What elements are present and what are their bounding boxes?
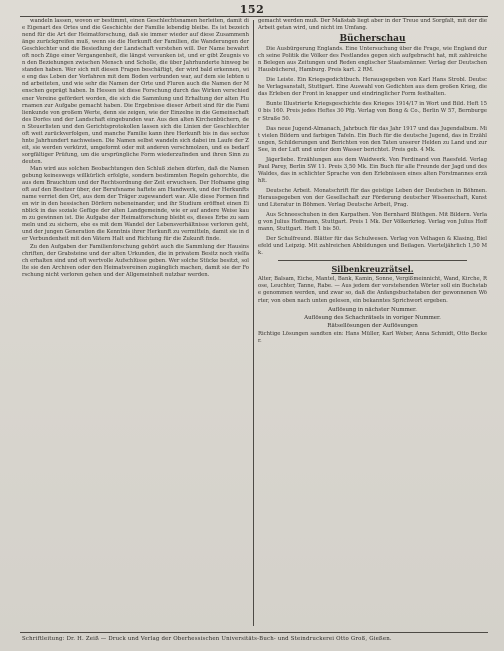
review-7: Aus Schneeschuhen in den Karpathen. Von Bernhard Blüthgen. Mit Bildern. Verlag von Julius Hoffmann, Stuttgart. Preis 1 Mk. Der Völkerkrieg. Verlag von Julius Hoffmann, Stuttgart. Heft 1 bis 50. <box>258 212 487 233</box>
review-1: Die Ausbürgerung Englands. Eine Untersuchung über die Frage, wie England durch seine Politik die Völker des Festlandes gegen sich aufgebracht hat, mit zahlreichen Belegen aus Zeitungen und Reden englischer Staatsmänner. Verlag der Deutschen Hausbücherei, Hamburg. Preis kart. 2 RM. <box>258 46 487 74</box>
solution-note: Auflösung in nächster Nummer. <box>328 306 417 313</box>
review-8: Der Schulfreund. Blätter für das Schulwesen. Verlag von Velhagen & Klasing, Bielefeld und Leipzig. Mit zahlreichen Abbildungen und Beilagen. Vierteljährlich 1,50 Mk. <box>258 236 487 257</box>
left-paragraph-2: Man wird aus solchen Beobachtungen den Schluß ziehen dürfen, daß die Namengebung keineswegs willkürlich erfolgte, sondern bestimmten Regeln gehorchte, die aus dem Brauchtum und der Rechtsordnung der Zeit erwuchsen. Der Hofname ging oft auf den Besitzer über, der Berufsname haftete am Handwerk, und der Herkunftsname verriet den Ort, aus dem der Träger zugewandert war. Alle diese Formen finden wir in den hessischen Dörfern nebeneinander, und ihr Studium eröffnet einen Einblick in das soziale Gefüge der alten Landgemeinde, wie er auf andere Weise kaum zu gewinnen ist. Die Aufgabe der Heimatforschung bleibt es, dieses Erbe zu sammeln und zu sichern, ehe es mit dem Wandel der Lebensverhältnisse verloren geht, und der jungen Generation die Kenntnis ihrer Herkunft zu vermitteln, damit sie in der Verbundenheit mit den Vätern Halt und Richtung für die Zukunft finde. <box>22 165 249 243</box>
review-2: Die Leiste. Ein Kriegsgedichtbuch. Herausgegeben von Karl Hans Strobl. Deutsche Verlagsanstalt, Stuttgart. Eine Auswahl von Gedichten aus dem großen Krieg, die das Erleben der Front in knapper und eindringlicher Form festhalten. <box>258 77 487 98</box>
imprint-footer: Schriftleitung: Dr. H. Zeiß — Druck und Verlag der Oberhessischen Universitäts-Buch- und Steindruckerei Otto Groß, Gießen. <box>22 636 392 642</box>
right-column <box>258 18 487 345</box>
left-column <box>22 18 249 279</box>
prev-solution-2: Rätsellösungen der Auflösungen <box>327 322 418 329</box>
prev-solution-3: Richtige Lösungen sandten ein: Hans Müller, Karl Weber, Anna Schmidt, Otto Becker. <box>258 330 487 344</box>
puzzle-title: Silbenkreuzrätsel. <box>331 264 414 275</box>
left-paragraph-1: wandeln lassen, wovon er bestimmt, einen Geschlechtsnamen herleiten, damit die Eigenart des Ortes und die Geschichte der Familie lebendig bleibe. Es ist bezeichnend für die Art der Heimatforschung, daß sie immer wieder auf diese Zusammenhänge zurückgreifen muß, wenn sie die Herkunft der Familien, die Wanderungen der Geschlechter und die Besiedlung der Landschaft verstehen will. Der Name bewahrt oft noch Züge einer Vergangenheit, die längst versunken ist, und er gibt Zeugnis von den Beziehungen zwischen Mensch und Scholle, die über Jahrhunderte hinweg bestanden haben. Wer sich mit diesen Fragen beschäftigt, der wird bald erkennen, wie eng das Leben der Vorfahren mit dem Boden verbunden war, auf dem sie lebten und arbeiteten, und wie sehr die Namen der Orte und Fluren auch die Namen der Menschen geprägt haben. In Hessen ist diese Forschung durch das Wirken verschiedener Vereine gefördert worden, die sich die Sammlung und Erhaltung der alten Flurnamen zur Aufgabe gemacht haben. Die Ergebnisse dieser Arbeit sind für die Familienkunde von großem Werte, denn sie zeigen, wie der Einzelne in die Gemeinschaft des Dorfes und der Landschaft eingebunden war. Aus den alten Kirchenbüchern, den Steuerlisten und den Gerichtsprotokollen lassen sich die Linien der Geschlechter oft weit zurückverfolgen, und manche Familie kann ihre Herkunft bis in das sechzehnte Jahrhundert nachweisen. Die Namen selbst wandeln sich dabei im Laufe der Zeit, sie werden verkürzt, umgeformt oder mit anderen verschmolzen, und es bedarf sorgfältiger Prüfung, um die ursprüngliche Form wiederzufinden und ihren Sinn zu deuten. <box>22 18 249 165</box>
footer-rule <box>20 632 488 633</box>
review-6: Deutsche Arbeit. Monatschrift für das geistige Leben der Deutschen in Böhmen. Herausgegeben von der Gesellschaft zur Förderung deutscher Wissenschaft, Kunst und Literatur in Böhmen. Verlag Deutsche Arbeit, Prag. <box>258 187 487 209</box>
review-3: Bunte Illustrierte Kriegsgeschichte des Krieges 1914/17 in Wort und Bild. Heft 150 bis 160. Preis jedes Heftes 30 Pfg. Verlag von Bong & Co., Berlin W 57, Bernburger Straße 50. <box>258 101 487 122</box>
puzzle-text: Alter, Balsam, Eiche, Mantel, Bank, Kamin, Sonne, Vergißmeinnicht, Wand, Kirche, Rose, Leuchter, Tanne, Rabe. — Aus jedem der vorstehenden Wörter soll ein Buchstabe genommen werden, und zwar so, daß die Anfangsbuchstaben der gewonnenen Wörter, von oben nach unten gelesen, ein bekanntes Sprichwort ergeben. <box>258 276 487 304</box>
left-paragraph-3: Zu den Aufgaben der Familienforschung gehört auch die Sammlung der Hausinschriften, der Grabsteine und der alten Urkunden, die in privatem Besitz noch vielfach erhalten sind und oft wertvolle Aufschlüsse geben. Wer solche Stücke besitzt, sollte sie den Archiven oder den Heimatvereinen zugänglich machen, damit sie der Forschung nicht verloren gehen und der Allgemeinheit nutzbar werden. <box>22 243 249 278</box>
review-4: Das neue Jugend-Almanach, Jahrbuch für das Jahr 1917 und das Jugendalbum. Mit vielen Bildern und farbigen Tafeln. Ein Buch für die deutsche Jugend, das in Erzählungen, Schilderungen und Berichten von den Taten unserer Helden zu Land und zur See, in der Luft und unter dem Wasser berichtet. Preis geb. 4 Mk. <box>258 125 487 153</box>
book-review-title: Bücherschau <box>339 34 406 45</box>
page-number: 152 <box>239 3 265 16</box>
review-5: Jägerliebe. Erzählungen aus dem Waidwerk. Von Ferdinand von Raesfeld. Verlag Paul Parey, Berlin SW 11. Preis 3,50 Mk. Ein Buch für alle Freunde der Jagd und des Waldes, das in schlichter Sprache von den Erlebnissen eines alten Forstmannes erzählt. <box>258 156 487 184</box>
header-rule <box>20 16 488 17</box>
section-divider <box>278 260 467 261</box>
right-intro: gemacht werden muß. Der Maßstab liegt aber in der Treue und Sorgfalt, mit der die Arbeit getan wird, und nicht im Umfang. <box>258 18 487 32</box>
prev-solution: Auflösung des Schachrätsels in voriger Nummer. <box>304 314 441 321</box>
